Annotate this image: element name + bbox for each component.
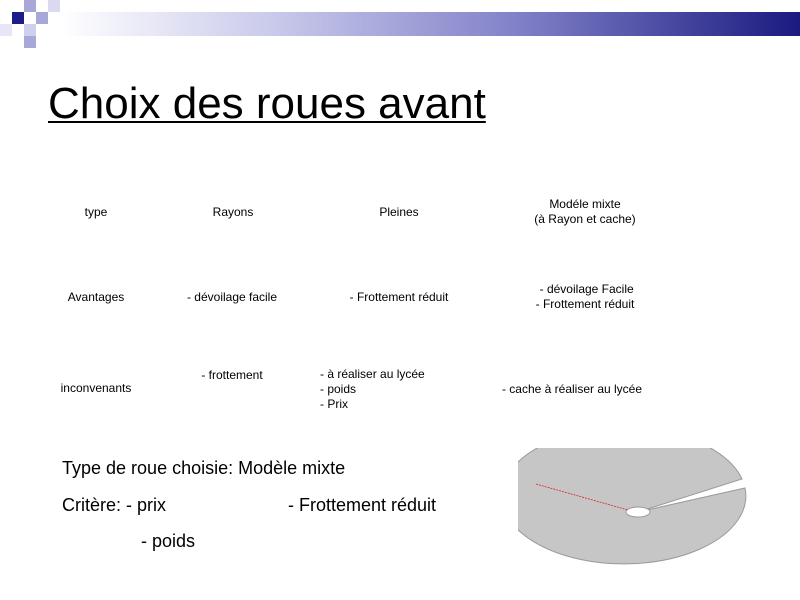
table-cell: - frottement [201, 368, 263, 382]
header-gradient-bar [60, 12, 800, 36]
decor-square [36, 12, 48, 24]
table-row-label: Avantages [67, 290, 125, 304]
table-header-type: type [84, 205, 108, 219]
criteria-text-second: - poids [141, 531, 196, 551]
wheel-diagram [518, 448, 768, 590]
table-cell: - cache à réaliser au lycée [501, 382, 643, 396]
decor-square [0, 24, 12, 36]
wheel-hub [626, 507, 650, 517]
table-cell: - à réaliser au lycée - poids - Prix [320, 367, 425, 411]
wheel-cover-shape [518, 448, 746, 564]
decor-square [24, 0, 36, 12]
chosen-wheel-text: Type de roue choisie: Modèle mixte [62, 458, 346, 478]
decor-square [12, 12, 24, 24]
table-cell: - dévoilage Facile - Frottement réduit [535, 282, 635, 311]
table-row-label: inconvenants [60, 381, 132, 395]
decor-square [24, 24, 36, 36]
decor-square [48, 0, 60, 12]
criteria-text: Critère: - prix [62, 495, 167, 515]
table-header-mixte: Modéle mixte (à Rayon et cache) [534, 197, 636, 226]
table-cell: - dévoilage facile [186, 290, 278, 304]
table-header-rayons: Rayons [212, 205, 254, 219]
table-header-pleines: Pleines [379, 205, 419, 219]
slide-title: Choix des roues avant [48, 79, 486, 128]
table-cell: - Frottement réduit [349, 290, 449, 304]
decor-square [24, 36, 36, 48]
criteria-text-right: - Frottement réduit [288, 495, 437, 515]
